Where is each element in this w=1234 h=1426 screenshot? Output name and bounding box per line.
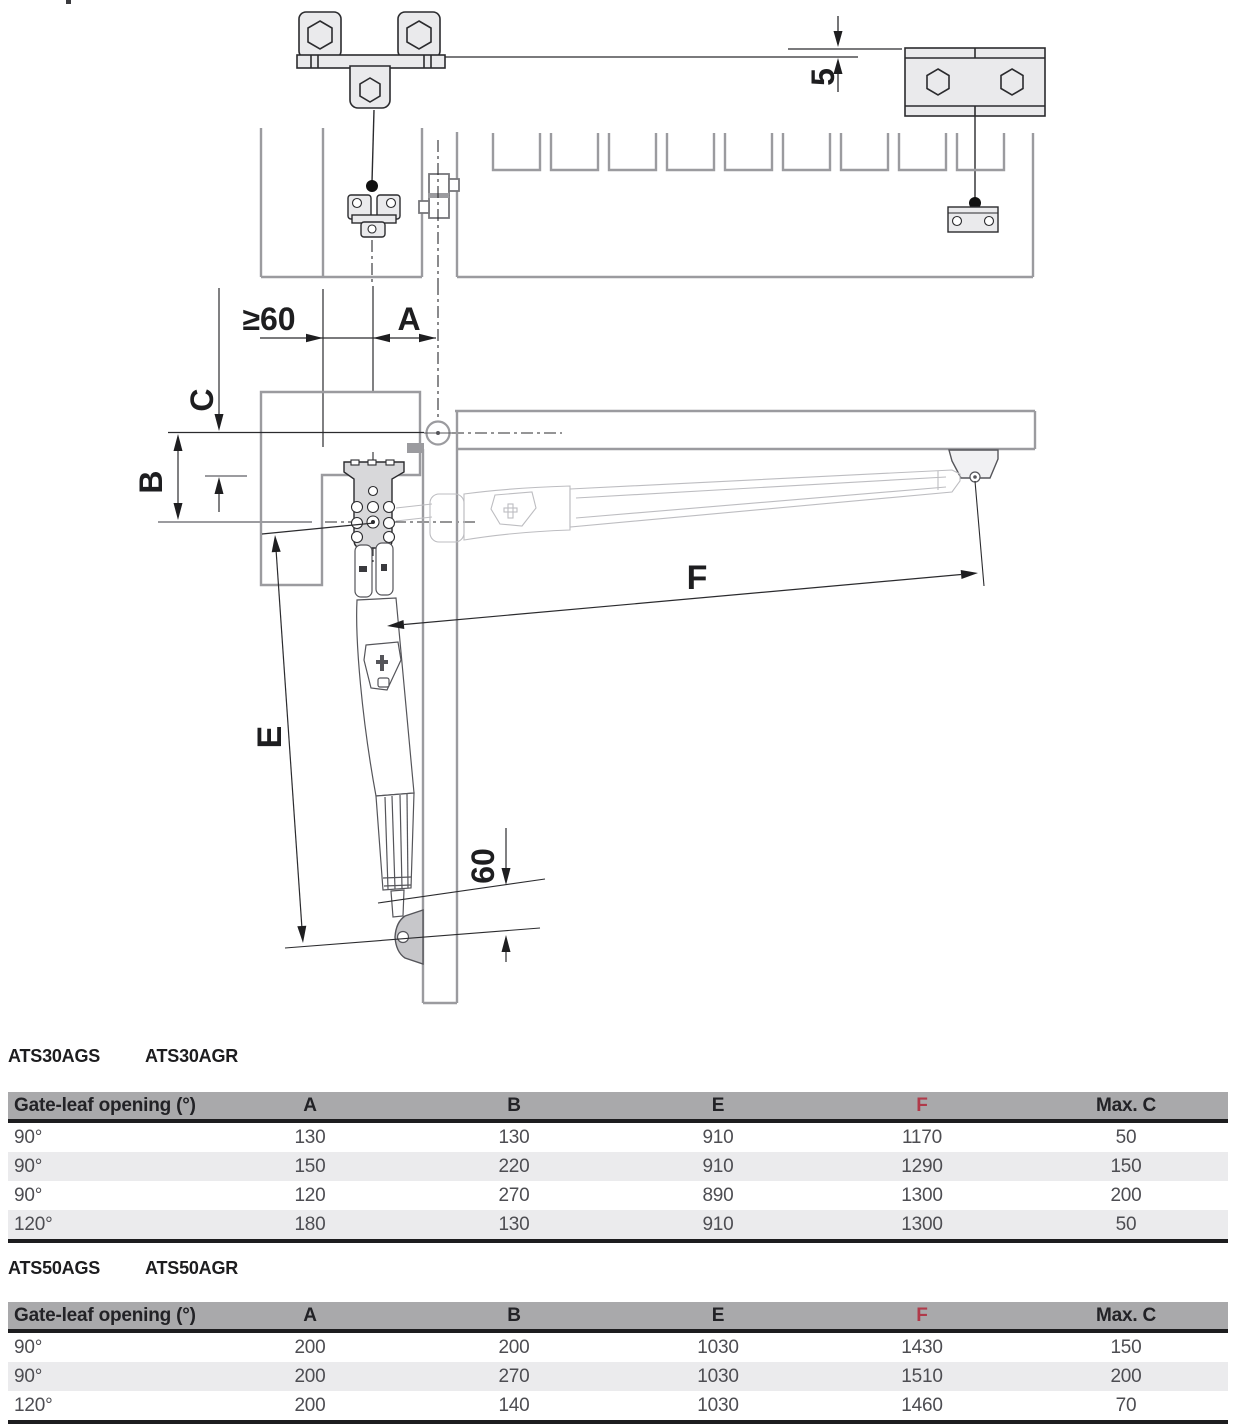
- table-cell: 200: [294, 1394, 326, 1416]
- table-row: [8, 1210, 1228, 1241]
- table-header: [8, 1302, 1228, 1331]
- hex-bolt-icon: [407, 21, 431, 49]
- model-code-ats50ags: ATS50AGS: [8, 1258, 101, 1278]
- dimension-label-a: A: [397, 301, 421, 337]
- table-row: [8, 1362, 1228, 1391]
- table-cell: 120: [294, 1184, 326, 1206]
- rear-bracket-plan-view: [905, 48, 1045, 116]
- table-cell: 200: [294, 1336, 326, 1358]
- front-fixing-leader: [348, 110, 400, 237]
- column-header-gate-leaf-opening-: Gate-leaf opening (°): [8, 1092, 208, 1121]
- table-cell: 90°: [14, 1184, 43, 1206]
- table-cell: 50: [1115, 1126, 1137, 1148]
- column-header-max-c: Max. C: [1024, 1092, 1228, 1121]
- column-header-b: B: [412, 1302, 616, 1331]
- table-cell: 1430: [901, 1336, 943, 1358]
- table-body: [8, 1331, 1228, 1422]
- dimensions-table-ats30: [8, 1092, 1228, 1243]
- table-cell: 270: [498, 1365, 530, 1387]
- table-cell: 50: [1115, 1213, 1137, 1235]
- table-cell: 90°: [14, 1126, 43, 1148]
- table-cell: 1170: [901, 1126, 943, 1148]
- column-header-e: E: [616, 1302, 820, 1331]
- table-cell: 1300: [901, 1184, 943, 1206]
- gate-leaf-elevation: [407, 411, 1035, 1003]
- front-bracket-elevation: [344, 460, 404, 548]
- table-row: [8, 1181, 1228, 1210]
- table-cell: 90°: [14, 1365, 43, 1387]
- column-header-a: A: [208, 1302, 412, 1331]
- table-cell: 200: [1110, 1184, 1142, 1206]
- column-header-b: B: [412, 1092, 616, 1121]
- table-cell: 1290: [901, 1155, 943, 1177]
- gate-leaf-plan-view: [457, 132, 1033, 277]
- model-code-ats30ags: ATS30AGS: [8, 1046, 101, 1066]
- table-cell: 270: [498, 1184, 530, 1206]
- table-cell: 140: [498, 1394, 530, 1416]
- table-cell: 130: [498, 1213, 530, 1235]
- hex-bolt-icon: [308, 21, 332, 49]
- hex-bolt-icon: [927, 69, 949, 95]
- model-code-ats30agr: ATS30AGR: [145, 1046, 239, 1066]
- table-cell: 1510: [901, 1365, 943, 1387]
- dimension-label-ge60: ≥60: [242, 301, 296, 337]
- gate-hinge-plan-view: [419, 174, 459, 218]
- column-header-a: A: [208, 1092, 412, 1121]
- gate-post-elevation: [261, 392, 420, 585]
- rear-fixing-leader: [948, 116, 998, 232]
- dimension-label-f: F: [686, 559, 708, 597]
- hinge-pivot-elevation: [168, 422, 452, 445]
- column-header-max-c: Max. C: [1024, 1302, 1228, 1331]
- table-cell: 150: [294, 1155, 326, 1177]
- gate-slats: [493, 133, 1004, 170]
- table-cell: 200: [498, 1336, 530, 1358]
- table-cell: 70: [1115, 1394, 1137, 1416]
- table-cell: 1030: [697, 1336, 739, 1358]
- table-row: [8, 1121, 1228, 1152]
- table-cell: 1300: [901, 1213, 943, 1235]
- table-cell: 1030: [697, 1365, 739, 1387]
- dimension-f: [387, 570, 978, 629]
- column-header-gate-leaf-opening-: Gate-leaf opening (°): [8, 1302, 208, 1331]
- dimension-b: [158, 434, 312, 522]
- table-cell: 130: [498, 1126, 530, 1148]
- table-cell: 120°: [14, 1394, 53, 1416]
- dimensions-table-ats50: [8, 1302, 1228, 1424]
- operator-open-position: [355, 543, 414, 917]
- column-header-f: F: [820, 1092, 1024, 1121]
- table-cell: 910: [702, 1155, 734, 1177]
- table-cell: 1460: [901, 1394, 943, 1416]
- front-bracket-plan-view: [297, 12, 445, 108]
- dimension-label-e: E: [251, 725, 289, 749]
- table-cell: 890: [702, 1184, 734, 1206]
- table-cell: 90°: [14, 1336, 43, 1358]
- operator-closed-position: [396, 470, 960, 542]
- table-cell: 200: [1110, 1365, 1142, 1387]
- dimension-label-5: 5: [805, 68, 841, 86]
- model-code-ats50agr: ATS50AGR: [145, 1258, 239, 1278]
- table-body: [8, 1121, 1228, 1241]
- dimension-label-60: 60: [465, 848, 501, 884]
- column-header-f: F: [820, 1302, 1024, 1331]
- dimension-label-b: B: [133, 470, 169, 494]
- column-header-e: E: [616, 1092, 820, 1121]
- table-cell: 200: [294, 1365, 326, 1387]
- hex-bolt-icon: [360, 78, 380, 102]
- table-cell: 910: [702, 1126, 734, 1148]
- dimension-label-c: C: [184, 388, 220, 412]
- table-cell: 910: [702, 1213, 734, 1235]
- table-cell: 1030: [697, 1394, 739, 1416]
- table-header: [8, 1092, 1228, 1121]
- table-cell: 90°: [14, 1155, 43, 1177]
- table-cell: 150: [1110, 1336, 1142, 1358]
- table-cell: 130: [294, 1126, 326, 1148]
- hex-bolt-icon: [1001, 69, 1023, 95]
- rear-bracket-elevation: [949, 450, 998, 586]
- table-row: [8, 1152, 1228, 1181]
- table-cell: 150: [1110, 1155, 1142, 1177]
- table-cell: 120°: [14, 1213, 53, 1235]
- table-cell: 220: [498, 1155, 530, 1177]
- table-cell: 180: [294, 1213, 326, 1235]
- table-row: [8, 1331, 1228, 1362]
- table-row: [8, 1391, 1228, 1422]
